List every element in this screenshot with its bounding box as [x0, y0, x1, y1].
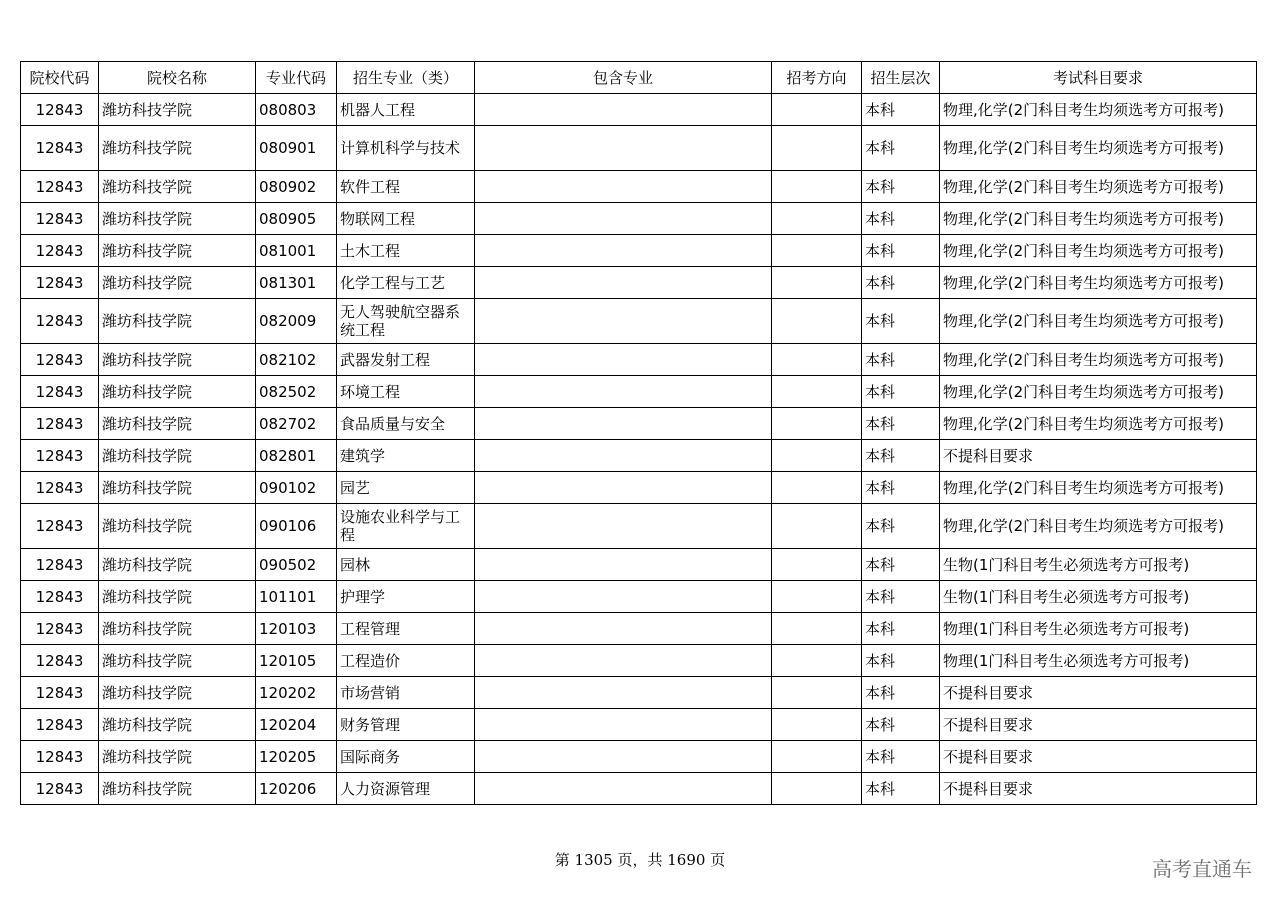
school-name-cell: 潍坊科技学院	[99, 408, 256, 440]
level-cell: 本科	[862, 613, 940, 645]
school-code-cell: 12843	[21, 171, 99, 203]
school-code-cell: 12843	[21, 126, 99, 171]
school-name-cell: 潍坊科技学院	[99, 126, 256, 171]
table-row	[21, 126, 1257, 171]
major-cell: 国际商务	[337, 741, 475, 773]
level-cell: 本科	[862, 709, 940, 741]
school-name-cell: 潍坊科技学院	[99, 267, 256, 299]
included-majors-cell	[475, 376, 772, 408]
school-name-cell: 潍坊科技学院	[99, 171, 256, 203]
school-code-cell: 12843	[21, 267, 99, 299]
direction-cell	[772, 344, 862, 376]
included-majors-cell	[475, 171, 772, 203]
table-row	[21, 741, 1257, 773]
level-cell: 本科	[862, 645, 940, 677]
level-cell: 本科	[862, 773, 940, 805]
major-cell: 化学工程与工艺	[337, 267, 475, 299]
major-code-cell: 082502	[256, 376, 337, 408]
level-cell: 本科	[862, 440, 940, 472]
level-cell: 本科	[862, 344, 940, 376]
header-direction: 招考方向	[772, 62, 862, 94]
major-cell: 财务管理	[337, 709, 475, 741]
direction-cell	[772, 613, 862, 645]
table-row	[21, 344, 1257, 376]
major-cell: 食品质量与安全	[337, 408, 475, 440]
school-code-cell: 12843	[21, 472, 99, 504]
included-majors-cell	[475, 94, 772, 126]
included-majors-cell	[475, 267, 772, 299]
school-name-cell: 潍坊科技学院	[99, 235, 256, 267]
subject-requirements-cell: 物理,化学(2门科目考生均须选考方可报考)	[940, 472, 1257, 504]
subject-requirements-cell: 不提科目要求	[940, 677, 1257, 709]
included-majors-cell	[475, 203, 772, 235]
major-code-cell: 120205	[256, 741, 337, 773]
school-code-cell: 12843	[21, 376, 99, 408]
direction-cell	[772, 645, 862, 677]
level-cell: 本科	[862, 408, 940, 440]
subject-requirements-cell: 物理,化学(2门科目考生均须选考方可报考)	[940, 203, 1257, 235]
school-code-cell: 12843	[21, 709, 99, 741]
table-row	[21, 203, 1257, 235]
school-name-cell: 潍坊科技学院	[99, 504, 256, 549]
school-name-cell: 潍坊科技学院	[99, 549, 256, 581]
direction-cell	[772, 94, 862, 126]
page-footer: 第 1305 页，共 1690 页	[554, 851, 726, 869]
major-cell: 人力资源管理	[337, 773, 475, 805]
table-row	[21, 472, 1257, 504]
major-cell: 无人驾驶航空器系统工程	[337, 299, 475, 344]
school-name-cell: 潍坊科技学院	[99, 677, 256, 709]
school-code-cell: 12843	[21, 344, 99, 376]
major-cell: 工程管理	[337, 613, 475, 645]
direction-cell	[772, 126, 862, 171]
table-row	[21, 549, 1257, 581]
included-majors-cell	[475, 581, 772, 613]
school-code-cell: 12843	[21, 549, 99, 581]
table-row	[21, 677, 1257, 709]
header-included-majors: 包含专业	[475, 62, 772, 94]
included-majors-cell	[475, 299, 772, 344]
major-cell: 机器人工程	[337, 94, 475, 126]
school-name-cell: 潍坊科技学院	[99, 440, 256, 472]
included-majors-cell	[475, 504, 772, 549]
school-code-cell: 12843	[21, 203, 99, 235]
major-cell: 园林	[337, 549, 475, 581]
school-code-cell: 12843	[21, 235, 99, 267]
direction-cell	[772, 203, 862, 235]
major-code-cell: 080803	[256, 94, 337, 126]
level-cell: 本科	[862, 741, 940, 773]
subject-requirements-cell: 生物(1门科目考生必须选考方可报考)	[940, 581, 1257, 613]
table-row	[21, 94, 1257, 126]
major-code-cell: 081301	[256, 267, 337, 299]
included-majors-cell	[475, 741, 772, 773]
direction-cell	[772, 773, 862, 805]
subject-requirements-cell: 不提科目要求	[940, 773, 1257, 805]
school-code-cell: 12843	[21, 408, 99, 440]
major-code-cell: 082702	[256, 408, 337, 440]
level-cell: 本科	[862, 299, 940, 344]
school-name-cell: 潍坊科技学院	[99, 203, 256, 235]
major-cell: 软件工程	[337, 171, 475, 203]
table-row	[21, 773, 1257, 805]
subject-requirements-cell: 物理,化学(2门科目考生均须选考方可报考)	[940, 299, 1257, 344]
level-cell: 本科	[862, 94, 940, 126]
table-header-row	[21, 62, 1257, 94]
level-cell: 本科	[862, 126, 940, 171]
school-name-cell: 潍坊科技学院	[99, 344, 256, 376]
included-majors-cell	[475, 645, 772, 677]
school-code-cell: 12843	[21, 94, 99, 126]
included-majors-cell	[475, 235, 772, 267]
subject-requirements-cell: 物理,化学(2门科目考生均须选考方可报考)	[940, 376, 1257, 408]
direction-cell	[772, 581, 862, 613]
major-code-cell: 101101	[256, 581, 337, 613]
table-body	[21, 94, 1257, 805]
watermark: 高考直通车	[1152, 857, 1252, 881]
major-cell: 护理学	[337, 581, 475, 613]
direction-cell	[772, 504, 862, 549]
included-majors-cell	[475, 549, 772, 581]
school-name-cell: 潍坊科技学院	[99, 773, 256, 805]
subject-requirements-cell: 物理(1门科目考生必须选考方可报考)	[940, 645, 1257, 677]
direction-cell	[772, 709, 862, 741]
subject-requirements-cell: 不提科目要求	[940, 440, 1257, 472]
included-majors-cell	[475, 126, 772, 171]
school-code-cell: 12843	[21, 645, 99, 677]
included-majors-cell	[475, 408, 772, 440]
included-majors-cell	[475, 472, 772, 504]
subject-requirements-cell: 物理(1门科目考生必须选考方可报考)	[940, 613, 1257, 645]
direction-cell	[772, 472, 862, 504]
school-name-cell: 潍坊科技学院	[99, 299, 256, 344]
subject-requirements-cell: 物理,化学(2门科目考生均须选考方可报考)	[940, 344, 1257, 376]
table-row	[21, 581, 1257, 613]
subject-requirements-cell: 物理,化学(2门科目考生均须选考方可报考)	[940, 504, 1257, 549]
direction-cell	[772, 440, 862, 472]
table-row	[21, 376, 1257, 408]
level-cell: 本科	[862, 581, 940, 613]
school-code-cell: 12843	[21, 440, 99, 472]
table-row	[21, 235, 1257, 267]
admissions-table	[20, 61, 1257, 805]
level-cell: 本科	[862, 376, 940, 408]
level-cell: 本科	[862, 472, 940, 504]
subject-requirements-cell: 生物(1门科目考生必须选考方可报考)	[940, 549, 1257, 581]
direction-cell	[772, 376, 862, 408]
major-code-cell: 080905	[256, 203, 337, 235]
major-cell: 工程造价	[337, 645, 475, 677]
major-code-cell: 080902	[256, 171, 337, 203]
header-school-name: 院校名称	[99, 62, 256, 94]
school-name-cell: 潍坊科技学院	[99, 645, 256, 677]
direction-cell	[772, 235, 862, 267]
major-cell: 市场营销	[337, 677, 475, 709]
school-name-cell: 潍坊科技学院	[99, 581, 256, 613]
major-code-cell: 120105	[256, 645, 337, 677]
major-cell: 物联网工程	[337, 203, 475, 235]
included-majors-cell	[475, 677, 772, 709]
subject-requirements-cell: 物理,化学(2门科目考生均须选考方可报考)	[940, 126, 1257, 171]
subject-requirements-cell: 物理,化学(2门科目考生均须选考方可报考)	[940, 408, 1257, 440]
direction-cell	[772, 677, 862, 709]
header-major: 招生专业（类）	[337, 62, 475, 94]
subject-requirements-cell: 物理,化学(2门科目考生均须选考方可报考)	[940, 171, 1257, 203]
major-code-cell: 082102	[256, 344, 337, 376]
level-cell: 本科	[862, 677, 940, 709]
direction-cell	[772, 549, 862, 581]
major-code-cell: 090106	[256, 504, 337, 549]
major-code-cell: 120206	[256, 773, 337, 805]
level-cell: 本科	[862, 549, 940, 581]
direction-cell	[772, 267, 862, 299]
subject-requirements-cell: 不提科目要求	[940, 709, 1257, 741]
table-row	[21, 171, 1257, 203]
school-code-cell: 12843	[21, 773, 99, 805]
table-row	[21, 613, 1257, 645]
school-code-cell: 12843	[21, 504, 99, 549]
school-code-cell: 12843	[21, 741, 99, 773]
header-major-code: 专业代码	[256, 62, 337, 94]
subject-requirements-cell: 不提科目要求	[940, 741, 1257, 773]
major-code-cell: 120202	[256, 677, 337, 709]
major-cell: 园艺	[337, 472, 475, 504]
school-code-cell: 12843	[21, 677, 99, 709]
level-cell: 本科	[862, 504, 940, 549]
level-cell: 本科	[862, 171, 940, 203]
subject-requirements-cell: 物理,化学(2门科目考生均须选考方可报考)	[940, 94, 1257, 126]
included-majors-cell	[475, 440, 772, 472]
major-cell: 计算机科学与技术	[337, 126, 475, 171]
table-row	[21, 299, 1257, 344]
major-code-cell: 080901	[256, 126, 337, 171]
school-name-cell: 潍坊科技学院	[99, 94, 256, 126]
level-cell: 本科	[862, 235, 940, 267]
major-code-cell: 081001	[256, 235, 337, 267]
direction-cell	[772, 408, 862, 440]
table-row	[21, 645, 1257, 677]
included-majors-cell	[475, 773, 772, 805]
major-cell: 设施农业科学与工程	[337, 504, 475, 549]
major-code-cell: 090502	[256, 549, 337, 581]
table-row	[21, 440, 1257, 472]
school-name-cell: 潍坊科技学院	[99, 472, 256, 504]
table-row	[21, 709, 1257, 741]
major-code-cell: 082801	[256, 440, 337, 472]
header-school-code: 院校代码	[21, 62, 99, 94]
direction-cell	[772, 299, 862, 344]
major-code-cell: 082009	[256, 299, 337, 344]
school-code-cell: 12843	[21, 581, 99, 613]
table-row	[21, 504, 1257, 549]
school-name-cell: 潍坊科技学院	[99, 709, 256, 741]
level-cell: 本科	[862, 267, 940, 299]
included-majors-cell	[475, 709, 772, 741]
major-cell: 建筑学	[337, 440, 475, 472]
school-name-cell: 潍坊科技学院	[99, 613, 256, 645]
header-subject-requirements: 考试科目要求	[940, 62, 1257, 94]
table-row	[21, 267, 1257, 299]
major-cell: 环境工程	[337, 376, 475, 408]
school-name-cell: 潍坊科技学院	[99, 376, 256, 408]
direction-cell	[772, 741, 862, 773]
major-code-cell: 090102	[256, 472, 337, 504]
level-cell: 本科	[862, 203, 940, 235]
direction-cell	[772, 171, 862, 203]
school-code-cell: 12843	[21, 299, 99, 344]
included-majors-cell	[475, 344, 772, 376]
header-level: 招生层次	[862, 62, 940, 94]
included-majors-cell	[475, 613, 772, 645]
school-code-cell: 12843	[21, 613, 99, 645]
subject-requirements-cell: 物理,化学(2门科目考生均须选考方可报考)	[940, 267, 1257, 299]
major-code-cell: 120204	[256, 709, 337, 741]
major-cell: 土木工程	[337, 235, 475, 267]
major-cell: 武器发射工程	[337, 344, 475, 376]
subject-requirements-cell: 物理,化学(2门科目考生均须选考方可报考)	[940, 235, 1257, 267]
school-name-cell: 潍坊科技学院	[99, 741, 256, 773]
major-code-cell: 120103	[256, 613, 337, 645]
table-row	[21, 408, 1257, 440]
